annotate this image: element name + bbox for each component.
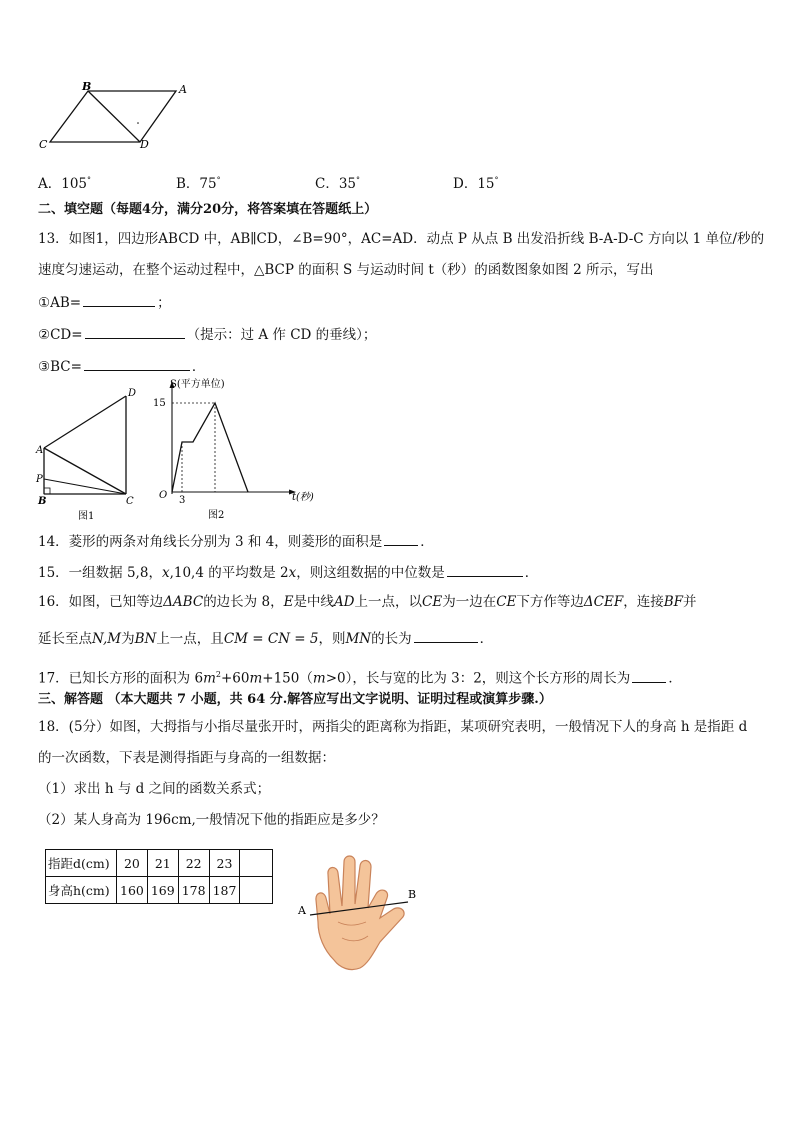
q13-line2: 速度匀速运动，在整个运动过程中，△BCP 的面积 S 与运动时间 t（秒）的函数图象如图 2 所示，写出 bbox=[38, 262, 654, 278]
q18-line2: 的一次函数，下表是测得指距与身高的一组数据： bbox=[38, 750, 335, 766]
q12-option-a: A．105° bbox=[38, 175, 92, 192]
q16-line1: 16．如图，已知等边ΔABC的边长为 8，E是中线AD上一点，以CE为一边在CE下方作等边ΔCEF，连接BF并 bbox=[38, 594, 697, 610]
q16-line2: 延长至点N,M为BN上一点，且CM = CN = 5，则MN的长为 ． bbox=[38, 628, 493, 648]
section-2-heading: 二、填空题（每题4分，满分20分，将答案填在答题纸上） bbox=[38, 202, 378, 217]
q18-sub1: （1）求出 h 与 d 之间的函数关系式； bbox=[38, 781, 271, 797]
q13-item1: ①AB= ； bbox=[38, 292, 171, 312]
fig1-label-b: B bbox=[38, 496, 47, 507]
table-cell: 20 bbox=[117, 850, 148, 877]
table-row bbox=[46, 850, 273, 877]
q12-option-c: C．35° bbox=[315, 175, 361, 192]
q13-answer-blank-1[interactable] bbox=[83, 292, 155, 307]
fig2-origin: O bbox=[159, 490, 168, 501]
table-cell: 22 bbox=[178, 850, 209, 877]
table-cell: 169 bbox=[147, 877, 178, 904]
table-cell: 187 bbox=[209, 877, 240, 904]
label-b: B bbox=[82, 82, 92, 93]
q13-figure-1 bbox=[32, 382, 150, 522]
fig1-label-a: A bbox=[36, 445, 44, 456]
fig2-graph-line bbox=[172, 403, 248, 492]
table-row-label-h: 身高h(cm) bbox=[46, 877, 117, 904]
q13-line1: 13．如图1，四边形ABCD 中，AB∥CD，∠B=90°，AC=AD．动点 P 从点 B 出发沿折线 B-A-D-C 方向以 1 单位/秒的 bbox=[38, 231, 765, 247]
table-cell: 160 bbox=[117, 877, 148, 904]
fig1-caption: 图1 bbox=[78, 511, 95, 522]
q15: 15．一组数据 5,8，x,10,4 的平均数是 2x，则这组数据的中位数是 ． bbox=[38, 562, 538, 582]
q18-line1: 18．(5分）如图，大拇指与小指尽量张开时，两指尖的距离称为指距，某项研究表明，一般情况下人的身高 h 是指距 d bbox=[38, 719, 748, 735]
fig2-ylabel: S(平方单位) bbox=[170, 379, 225, 390]
label-d: D bbox=[140, 138, 149, 151]
table-cell: 178 bbox=[178, 877, 209, 904]
fig2-tick-3: 3 bbox=[179, 495, 186, 506]
q16-answer-blank[interactable] bbox=[414, 628, 478, 643]
hand-label-b: B bbox=[408, 888, 417, 901]
hand-span-figure bbox=[294, 852, 424, 974]
q14-answer-blank[interactable] bbox=[384, 531, 418, 546]
fig1-label-c: C bbox=[126, 496, 134, 507]
fig1-label-p: P bbox=[36, 474, 43, 485]
table-cell-empty bbox=[240, 850, 273, 877]
q13-answer-blank-2[interactable] bbox=[85, 324, 185, 339]
fig2-tick-15: 15 bbox=[153, 398, 166, 409]
section-3-heading: 三、解答题 （本大题共 7 小题，共 64 分.解答应写出文字说明、证明过程或演算步骤.） bbox=[38, 692, 552, 707]
q13-answer-blank-3[interactable] bbox=[84, 356, 190, 371]
table-cell: 23 bbox=[209, 850, 240, 877]
table-row-label-d: 指距d(cm) bbox=[46, 850, 117, 877]
table-cell-empty bbox=[240, 877, 273, 904]
diagonal-bd bbox=[88, 91, 140, 142]
q13-item2: ②CD= （提示：过 A 作 CD 的垂线）； bbox=[38, 324, 376, 344]
q15-answer-blank[interactable] bbox=[447, 562, 523, 577]
q13-item3: ③BC= ． bbox=[38, 356, 205, 376]
label-c: C bbox=[39, 138, 48, 151]
parallelogram-shape bbox=[50, 91, 176, 142]
table-row bbox=[46, 877, 273, 904]
q17-answer-blank[interactable] bbox=[632, 668, 666, 683]
q12-option-b: B．75° bbox=[176, 175, 221, 192]
q14: 14．菱形的两条对角线长分别为 3 和 4，则菱形的面积是 ． bbox=[38, 531, 434, 551]
label-a: A bbox=[179, 83, 187, 96]
q17: 17．已知长方形的面积为 $6m^2+60m+150(m>0)$，长与宽的比为 3：2，则这个长方形的周长为 ． bbox=[38, 666, 682, 688]
q12-option-d: D．15° bbox=[453, 175, 499, 192]
fig2-caption: 图2 bbox=[208, 510, 225, 521]
fig1-label-d: D bbox=[128, 388, 137, 399]
q18-sub2: （2）某人身高为 196cm,一般情况下他的指距应是多少？ bbox=[38, 812, 385, 828]
q12-parallelogram-figure bbox=[36, 82, 196, 154]
hand-label-a: A bbox=[298, 904, 306, 917]
table-cell: 21 bbox=[147, 850, 178, 877]
fig2-xlabel: t(秒) bbox=[292, 492, 314, 503]
q13-figure-2 bbox=[150, 376, 330, 522]
q18-data-table bbox=[45, 849, 273, 904]
